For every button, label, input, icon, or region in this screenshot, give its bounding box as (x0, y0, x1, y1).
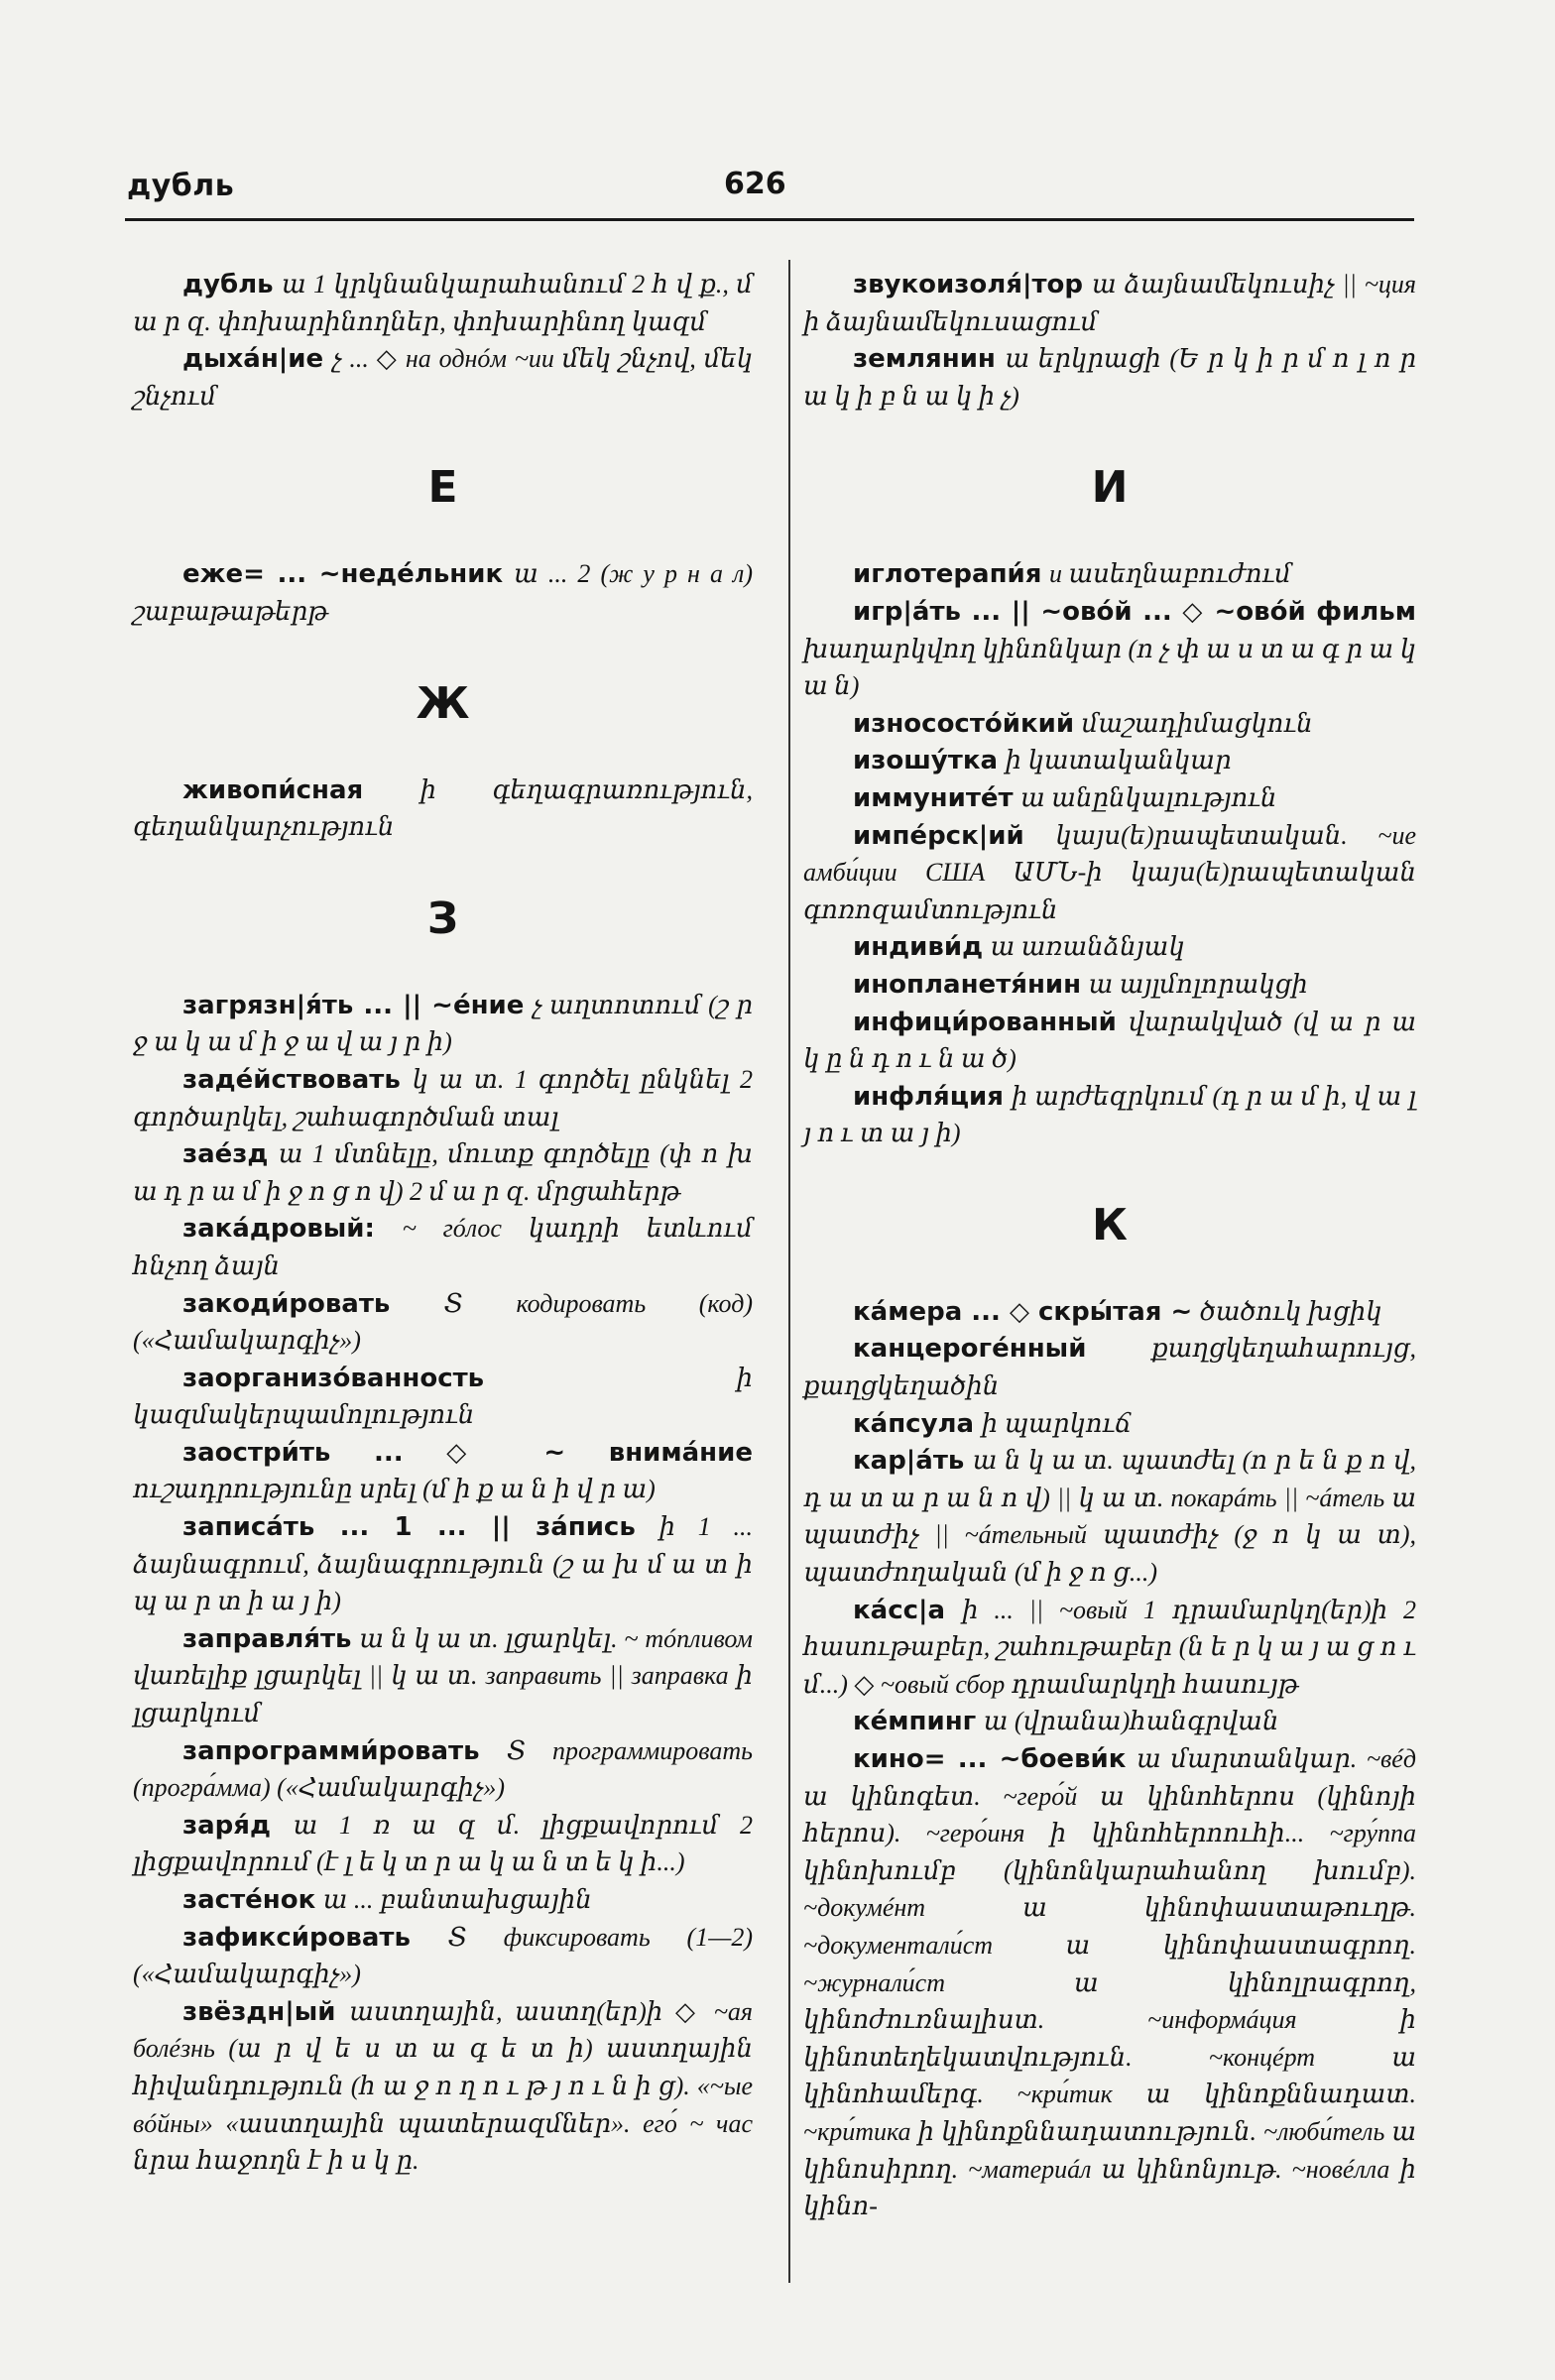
entry-translation: ա ... բանտախցային (322, 1885, 592, 1914)
entry-translation: Տ фиксировать (1—2) («Համակարգիչ») (133, 1922, 753, 1989)
dictionary-entry (803, 555, 1416, 593)
entry-translation: ա 1 կրկնանկարահանում 2 հ վ ք., մ ա ր զ. փոխարինողներ, փոխարինող կազմ (133, 270, 753, 336)
dictionary-entry (133, 1434, 753, 1508)
entry-headword: изошу́тка (853, 746, 999, 776)
entry-translation: ա ն կ ա տ. պատժել (ո ր ե ն ք ո վ, դ ա տ ա ր ա ն ո վ) || կ ա տ. покарáть || ~áтель ա պատժիչ || ~áтельный պատժիչ (ջ ո կ ա տ), պատժողական (մ ի ջ ո ց...) (803, 1446, 1416, 1588)
entry-headword: инфици́рованный (853, 1007, 1117, 1037)
dictionary-entry (133, 1360, 753, 1434)
entry-headword: кáмера ... ◇ скры́тая ~ (853, 1296, 1193, 1327)
dictionary-entry (133, 266, 753, 340)
header-rule (125, 218, 1414, 221)
letter-heading: К (1092, 1199, 1128, 1250)
entry-headword: заправля́ть (182, 1623, 352, 1654)
dictionary-entry (133, 1135, 753, 1210)
entry-translation: Տ кодировать (код) («Համակարգիչ») (133, 1288, 754, 1356)
entry-translation: ա 1 մտնելը, մուտք գործելը (փ ո խ ա դ ր ա մ ի ջ ո ց ո վ) 2 մ ա ր զ. մրցահերթ (133, 1139, 753, 1206)
entry-headword: износостóйкий (853, 708, 1075, 739)
entry-translation: ի գեղագրառություն, գեղանկարչություն (133, 774, 754, 842)
entry-headword: дубль (182, 270, 274, 299)
entry-translation: խաղարկվող կինոնկար (ո չ փ ա ս տ ա գ ր ա կ ա ն) (803, 634, 1416, 701)
entry-headword: заостри́ть ... ◇ ~ внимáние (182, 1437, 753, 1468)
entry-translation: ի ... || ~овый 1 դրամարկղ(եր)ի 2 հասութաբեր, շահութաբեր (ն ե ր կ ա յ ա ց ո ւ մ...) ◇ ~овый сбор դրամարկղի հասույթ (803, 1595, 1417, 1699)
entry-translation: վարակված (վ ա ր ա կ ը ն դ ո ւ ն ա ծ) (803, 1007, 1416, 1074)
entry-translation: ա ... 2 (ж у р н а л) շաբաթաթերթ (133, 559, 753, 626)
dictionary-entry (803, 817, 1416, 929)
dictionary-entry (803, 593, 1416, 705)
entry-headword: индиви́д (853, 932, 984, 963)
entry-translation: ա մարտանկար. ~вéд ա կինոգետ. ~геро́й ա կինոհերոս (կինոյի հերոս). ~геро́иня ի կինոհերոուհի... ~гру́ппа կինոխումբ (կինոնկարահանող խումբ). ~докумéнт ա կինոփաստաթուղթ. ~документали́ст ա կինոփաստագրող. ~журнали́ст ա կինոլրագրող, կինոժուռնալիստ. ~информáция ի կինոտեղեկատվություն. ~концéрт ա կինոհամերգ. ~кри́тик ա կինոքննադատ. ~кри́тика ի կինոքննադատություն. ~люби́тель ա կինոսիրող. ~материáл ա կինոնյութ. ~новéлла ի կինո- (803, 1744, 1417, 2221)
entry-headword: инопланетя́нин (853, 969, 1082, 1000)
entry-headword: дыхáн|ие (182, 344, 324, 375)
dictionary-entry (133, 1210, 753, 1284)
entry-translation: չ աղտոտում (շ ր ջ ա կ ա մ ի ջ ա վ ա յ ր ի) (133, 990, 754, 1057)
dictionary-entry (803, 1740, 1416, 2225)
dictionary-entry (133, 1620, 753, 1732)
dictionary-entry (803, 1405, 1416, 1443)
entry-headword: звукоизоля́|тор (853, 270, 1083, 299)
running-head: дубль (127, 169, 235, 203)
dictionary-entry (803, 1078, 1416, 1152)
entry-translation: ա երկրացի (Ե ր կ ի ր մ ո լ ո ր ա կ ի բ ն ա կ ի չ) (803, 344, 1416, 411)
entry-headword: закáдровый: (182, 1214, 375, 1245)
entry-headword: записáть ... 1 ... || зáпись (182, 1512, 636, 1543)
entry-headword: иммуните́т (853, 782, 1014, 813)
entry-headword: кар|áть (853, 1446, 965, 1477)
dictionary-entry (803, 1293, 1416, 1331)
entry-headword: импéрск|ий (853, 820, 1024, 851)
entry-translation: ի կատականկար (1005, 746, 1232, 775)
entry-headword: запрограмми́ровать (182, 1735, 480, 1766)
entry-headword: звёздн|ый (182, 1996, 336, 2027)
letter-heading: З (426, 892, 459, 944)
entry-translation: ա (վրանա)հանգրվան (983, 1707, 1279, 1736)
letter-heading: Е (427, 462, 458, 514)
entry-translation: ա առանձնյակ (990, 932, 1185, 962)
entry-headword: заря́д (182, 1810, 271, 1841)
dictionary-entry (133, 987, 753, 1061)
dictionary-entry (803, 266, 1416, 340)
entry-translation: չ ... ◇ на однóм ~ии մեկ շնչով, մեկ շնչում (133, 344, 754, 411)
dictionary-entry (133, 1881, 753, 1919)
entry-headword: задéйствовать (182, 1064, 401, 1095)
dictionary-entry (133, 1732, 753, 1807)
entry-translation: ~ гóлос կադրի ետևում հնչող ձայն (133, 1214, 753, 1280)
entry-headword: живопи́сная (182, 774, 364, 805)
dictionary-entry (133, 1993, 753, 2180)
letter-heading: Ж (416, 677, 470, 729)
entry-translation: ծածուկ խցիկ (1199, 1296, 1382, 1326)
dictionary-entry (803, 1330, 1416, 1404)
entry-translation: Տ программировать (програ́мма) («Համակարգիչ») (133, 1735, 753, 1803)
entry-headword: иглотерапи́я (853, 559, 1042, 590)
entry-headword: кéмпинг (853, 1707, 977, 1737)
entry-headword: кино= ... ~боеви́к (853, 1744, 1127, 1774)
dictionary-entry (133, 1919, 753, 1993)
entry-headword: кáсс|а (853, 1595, 946, 1625)
entry-translation: ի պարկուճ (981, 1408, 1133, 1438)
entry-translation: ի արժեզրկում (դ ր ա մ ի, վ ա լ յ ո ւ տ ա յ ի) (803, 1081, 1417, 1148)
dictionary-entry (133, 1508, 753, 1620)
entry-headword: инфля́ция (853, 1081, 1004, 1112)
entry-translation: աստղային, աստղ(եր)ի ◇ ~ая болéзнь (ա ր վ ե ս տ ա գ ե տ ի) աստղային հիվանդություն (հ ա ջ ո ղ ո ւ թ յ ո ւ ն ի ց). «~ые вóйны» «աստղային պատերազմներ». его́ ~ час նրա հաջողն է ի ս կ ը. (133, 1996, 753, 2176)
entry-headword: еже= ... ~недéльник (182, 559, 504, 590)
entry-headword: кáпсула (853, 1408, 975, 1439)
entry-translation: քաղցկեղահարույց, քաղցկեղածին (803, 1334, 1416, 1401)
entry-headword: загрязн|я́ть ... || ~éние (182, 990, 525, 1020)
entry-translation: ա այլմոլորակցի (1088, 969, 1308, 999)
entry-translation: մաշադիմացկուն (1081, 708, 1313, 738)
entry-translation: կայս(ե)րապետական. ~ие амби́ции США ԱՄՆ-ի կայս(ե)րապետական գոռոզամտություն (803, 820, 1416, 924)
entry-translation: ա անընկալություն (1020, 782, 1277, 812)
dictionary-entry (803, 928, 1416, 966)
entry-headword: заорганизóванность (182, 1363, 485, 1393)
dictionary-entry (803, 705, 1416, 743)
dictionary-entry (803, 1442, 1416, 1591)
entry-headword: канцероге́нный (853, 1334, 1087, 1365)
letter-heading: И (1091, 462, 1129, 514)
entry-headword: застéнок (182, 1885, 316, 1915)
page-number: 626 (724, 167, 786, 201)
entry-headword: заéзд (182, 1139, 269, 1170)
entry-translation: ի կազմակերպամոլություն (133, 1363, 753, 1430)
dictionary-entry (133, 1061, 753, 1135)
column-divider (788, 260, 790, 2283)
entry-translation: ա 1 ռ ա զ մ. լիցքավորում 2 լիցքավորում (է լ ե կ տ ր ա կ ա ն տ ե կ ի...) (133, 1810, 753, 1877)
dictionary-entry (803, 1703, 1416, 1740)
dictionary-entry (803, 966, 1416, 1004)
entry-headword: землянин (853, 344, 996, 375)
dictionary-entry (803, 1004, 1416, 1078)
dictionary-entry (133, 1285, 753, 1360)
dictionary-entry (803, 742, 1416, 779)
dictionary-entry (133, 1807, 753, 1881)
entry-translation: и ասեղնաբուժում (1048, 559, 1292, 589)
dictionary-entry (803, 340, 1416, 415)
dictionary-entry (803, 779, 1416, 817)
entry-headword: зафикси́ровать (182, 1922, 411, 1953)
entry-headword: игр|áть ... || ~ово́й ... ◇ ~ово́й фильм (853, 596, 1416, 627)
entry-translation: ի 1 ... ձայնագրում, ձայնագրություն (շ ա խ մ ա տ ի պ ա ր տ ի ա յ ի) (133, 1512, 754, 1616)
dictionary-entry (133, 555, 753, 630)
entry-translation: կ ա տ. 1 գործել ընկնել 2 գործարկել, շահագործման տալ (133, 1064, 753, 1131)
entry-translation: ա ն կ ա տ. լցարկել. ~ тóпливом վառելիք լցարկել || կ ա տ. заправить || заправка ի լցարկում (133, 1623, 754, 1728)
dictionary-entry (803, 1592, 1416, 1704)
entry-translation: ա ձայնամեկուսիչ || ~ция ի ձայնամեկուսացում (803, 270, 1416, 336)
left-column (133, 266, 753, 2180)
dictionary-entry (133, 772, 753, 846)
entry-headword: закоди́ровать (182, 1288, 391, 1319)
right-column (803, 266, 1416, 2225)
dictionary-entry (133, 340, 753, 415)
entry-translation: ուշադրությունը սրել (մ ի ք ա ն ի վ ր ա) (133, 1475, 656, 1504)
